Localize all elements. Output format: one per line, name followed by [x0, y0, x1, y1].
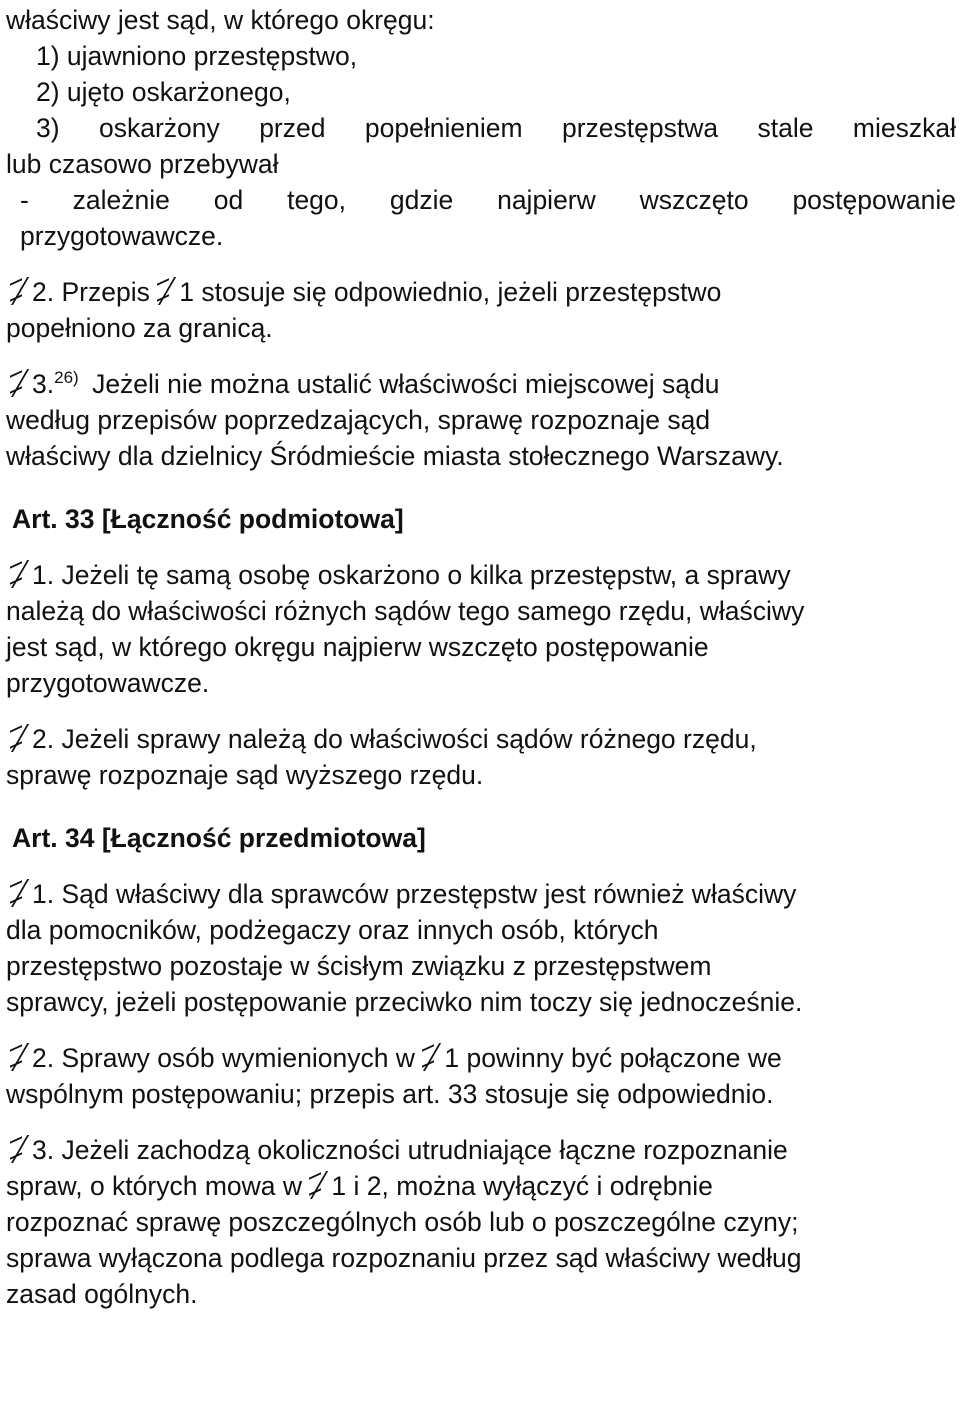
art32-item-3-line2: lub czasowo przebywał: [6, 149, 279, 179]
art32-dash-line2: przygotowawcze.: [20, 221, 224, 251]
section-sign-icon: [10, 277, 24, 305]
art32-para-2-line2: popełniono za granicą.: [6, 313, 273, 343]
art33-heading: Art. 33 [Łączność podmiotowa]: [12, 504, 404, 534]
art32-para-2-line1: 2. Przepis 1 stosuje się odpowiednio, jeżeli przestępstwo: [6, 274, 956, 310]
art34-para-3-line1: 3. Jeżeli zachodzą okoliczności utrudniające łączne rozpoznanie: [6, 1132, 956, 1168]
document-page: [6, 2, 956, 1312]
art34-para-1-line1: 1. Sąd właściwy dla sprawców przestępstw jest również właściwy: [6, 876, 956, 912]
art32-para-3-line1: 3.$^{26)}$ Jeżeli nie można ustalić właściwości miejscowej sądu: [6, 366, 956, 402]
art34-para-1-line2: dla pomocników, podżegaczy oraz innych osób, których: [6, 915, 659, 945]
art32-intro: właściwy jest sąd, w którego okręgu:: [6, 5, 435, 35]
section-sign-icon: [10, 1043, 24, 1071]
art32-item-1: 1) ujawniono przestępstwo,: [36, 41, 358, 71]
art34-section: [6, 820, 956, 1312]
art33-para-2-line1: 2. Jeżeli sprawy należą do właściwości sądów różnego rzędu,: [6, 721, 956, 757]
art33-para-2-line2: sprawę rozpoznaje sąd wyższego rzędu.: [6, 760, 484, 790]
art32-dash-line1: - zależnie od tego, gdzie najpierw wszczęto postępowanie: [20, 185, 956, 215]
art33-para-1-line3: jest sąd, w którego okręgu najpierw wszczęto postępowanie: [6, 632, 709, 662]
art34-para-3-line4: sprawa wyłączona podlega rozpoznaniu przez sąd właściwy według: [6, 1243, 802, 1273]
art34-para-3-line5: zasad ogólnych.: [6, 1279, 198, 1309]
art34-para-1-line3: przestępstwo pozostaje w ścisłym związku z przestępstwem: [6, 951, 712, 981]
section-sign-icon: [157, 277, 171, 305]
art34-para-3-line3: rozpoznać sprawę poszczególnych osób lub o poszczególne czyny;: [6, 1207, 799, 1237]
art32-item-3-line1: 3) oskarżony przed popełnieniem przestępstwa stale mieszkał: [36, 113, 956, 143]
art32-item-2: 2) ujęto oskarżonego,: [36, 77, 291, 107]
art33-section: [6, 501, 956, 793]
art33-para-1-line1: 1. Jeżeli tę samą osobę oskarżono o kilka przestępstw, a sprawy: [6, 557, 956, 593]
art33-para-1-line2: należą do właściwości różnych sądów tego samego rzędu, właściwy: [6, 596, 805, 626]
art34-heading: Art. 34 [Łączność przedmiotowa]: [12, 823, 426, 853]
art34-para-1-line4: sprawcy, jeżeli postępowanie przeciwko nim toczy się jednocześnie.: [6, 987, 803, 1017]
section-sign-icon: [10, 369, 24, 397]
footnote-marker: 26): [54, 368, 79, 387]
art32-para-3-line3: właściwy dla dzielnicy Śródmieście miasta stołecznego Warszawy.: [6, 441, 784, 471]
art33-para-1-line4: przygotowawcze.: [6, 668, 210, 698]
section-sign-icon: [309, 1171, 323, 1199]
art34-para-2-line1: 2. Sprawy osób wymienionych w 1 powinny być połączone we: [6, 1040, 956, 1076]
section-sign-icon: [10, 560, 24, 588]
section-sign-icon: [422, 1043, 436, 1071]
art32-para-3-line2: według przepisów poprzedzających, sprawę rozpoznaje sąd: [6, 405, 711, 435]
art34-para-2-line2: wspólnym postępowaniu; przepis art. 33 stosuje się odpowiednio.: [6, 1079, 774, 1109]
section-sign-icon: [10, 879, 24, 907]
art32-continuation: [6, 2, 956, 474]
section-sign-icon: [10, 1135, 24, 1163]
section-sign-icon: [10, 724, 24, 752]
art34-para-3-line2: spraw, o których mowa w 1 i 2, można wyłączyć i odrębnie: [6, 1171, 713, 1201]
